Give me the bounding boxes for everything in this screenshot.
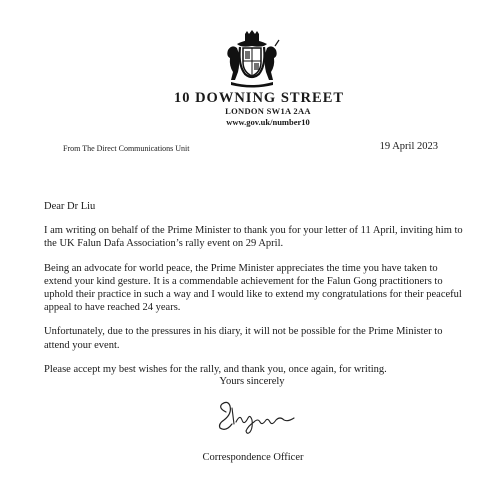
letter-body [44, 200, 464, 387]
letterhead-address: LONDON SW1A 2AA [225, 106, 311, 116]
salutation: Dear Dr Liu [44, 201, 96, 212]
letter-date: 19 April 2023 [379, 141, 438, 152]
handwritten-signature-icon [212, 398, 302, 436]
paragraph-2: Being an advocate for world peace, the Prime Minister appreciates the time you have taken to extend your kind gesture. It is a commendable achievement for the Falun Gong practitioners to uphold their practice in such a way and I would like to extend my congratulations for their peaceful appeal to have reached 24 years. [44, 262, 462, 314]
paragraph-3: Unfortunately, due to the pressures in his diary, it will not be possible for the Prime Minister to attend your event. [44, 326, 443, 351]
paragraph-4: Please accept my best wishes for the rally, and thank you, once again, for writing. [44, 363, 387, 375]
signatory-title: Correspondence Officer [202, 452, 304, 463]
letterhead-name: 10 DOWNING STREET [173, 90, 345, 106]
royal-coat-of-arms-icon [223, 30, 281, 88]
paragraph-1: I am writing on behalf of the Prime Minister to thank you for your letter of 11 April, inviting him to the UK Falun Dafa Association’s rally event on 29 April. [44, 225, 463, 250]
letterhead-website: www.gov.uk/number10 [226, 117, 310, 127]
sign-off: Yours sincerely [219, 376, 285, 387]
from-line: From The Direct Communications Unit [63, 144, 190, 153]
